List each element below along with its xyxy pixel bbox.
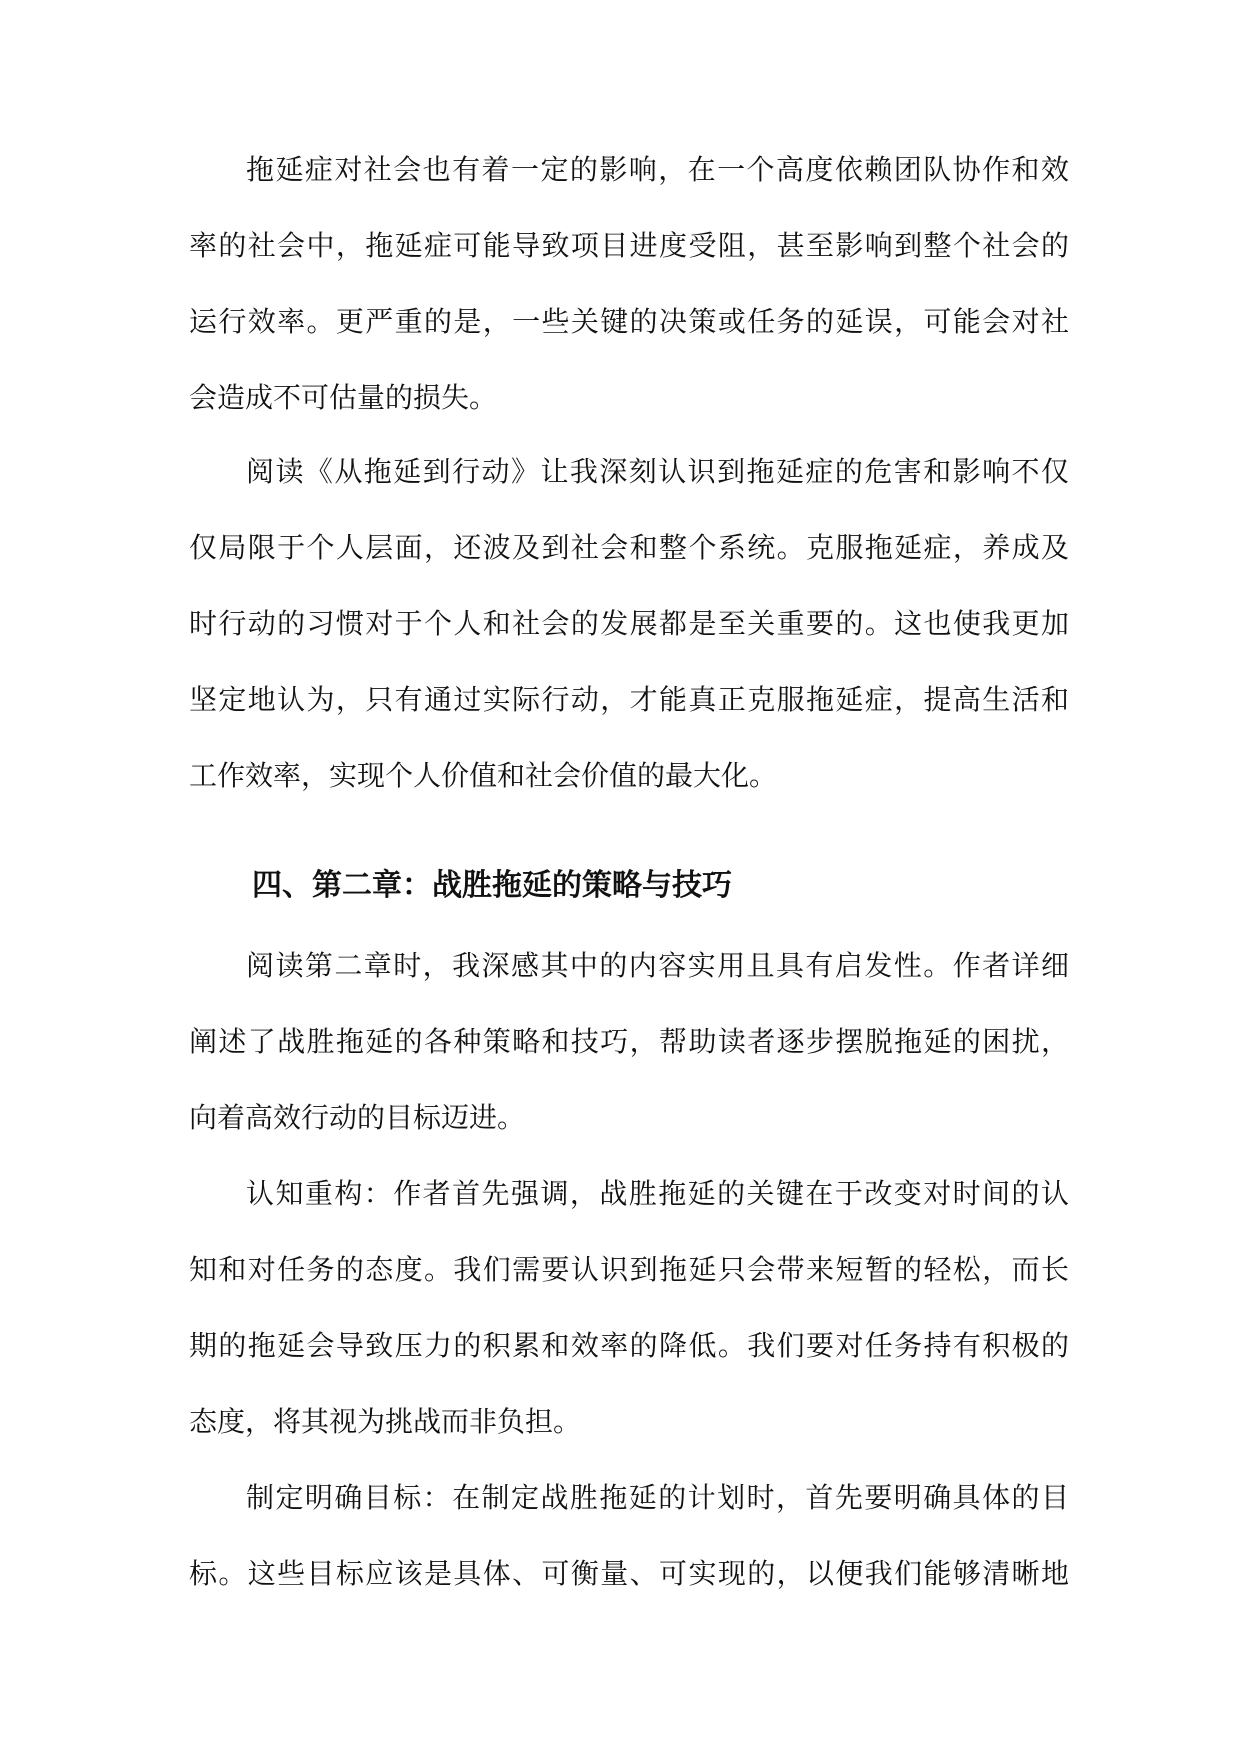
paragraph-1-line-1: 拖延症对社会也有着一定的影响，在一个高度依赖团队协作和效 bbox=[246, 153, 1069, 186]
paragraph-3-line-2: 阐述了战胜拖延的各种策略和技巧，帮助读者逐步摆脱拖延的困扰， bbox=[189, 1025, 1069, 1058]
paragraph-4-line-1: 认知重构：作者首先强调，战胜拖延的关键在于改变对时间的认 bbox=[246, 1177, 1069, 1210]
paragraph-1-line-4: 会造成不可估量的损失。 bbox=[189, 381, 498, 414]
paragraph-2-line-3: 时行动的习惯对于个人和社会的发展都是至关重要的。这也使我更加 bbox=[189, 607, 1069, 640]
paragraph-2-line-1: 阅读《从拖延到行动》让我深刻认识到拖延症的危害和影响不仅 bbox=[246, 455, 1069, 488]
paragraph-1-line-3: 运行效率。更严重的是，一些关键的决策或任务的延误，可能会对社 bbox=[189, 305, 1069, 338]
paragraph-4-line-3: 期的拖延会导致压力的积累和效率的降低。我们要对任务持有积极的 bbox=[189, 1329, 1069, 1362]
paragraph-2-line-4: 坚定地认为，只有通过实际行动，才能真正克服拖延症，提高生活和 bbox=[189, 683, 1069, 716]
paragraph-3-line-3: 向着高效行动的目标迈进。 bbox=[189, 1101, 526, 1134]
paragraph-5-line-2: 标。这些目标应该是具体、可衡量、可实现的，以便我们能够清晰地 bbox=[189, 1557, 1069, 1590]
section-heading: 四、第二章：战胜拖延的策略与技巧 bbox=[252, 868, 732, 903]
paragraph-1-line-2: 率的社会中，拖延症可能导致项目进度受阻，甚至影响到整个社会的 bbox=[189, 229, 1069, 262]
paragraph-4-line-4: 态度，将其视为挑战而非负担。 bbox=[189, 1405, 582, 1438]
paragraph-3-line-1: 阅读第二章时，我深感其中的内容实用且具有启发性。作者详细 bbox=[246, 949, 1069, 982]
paragraph-2-line-5: 工作效率，实现个人价值和社会价值的最大化。 bbox=[189, 759, 778, 792]
paragraph-4-line-2: 知和对任务的态度。我们需要认识到拖延只会带来短暂的轻松，而长 bbox=[189, 1253, 1069, 1286]
paragraph-5-line-1: 制定明确目标：在制定战胜拖延的计划时，首先要明确具体的目 bbox=[246, 1481, 1069, 1514]
paragraph-2-line-2: 仅局限于个人层面，还波及到社会和整个系统。克服拖延症，养成及 bbox=[189, 531, 1069, 564]
